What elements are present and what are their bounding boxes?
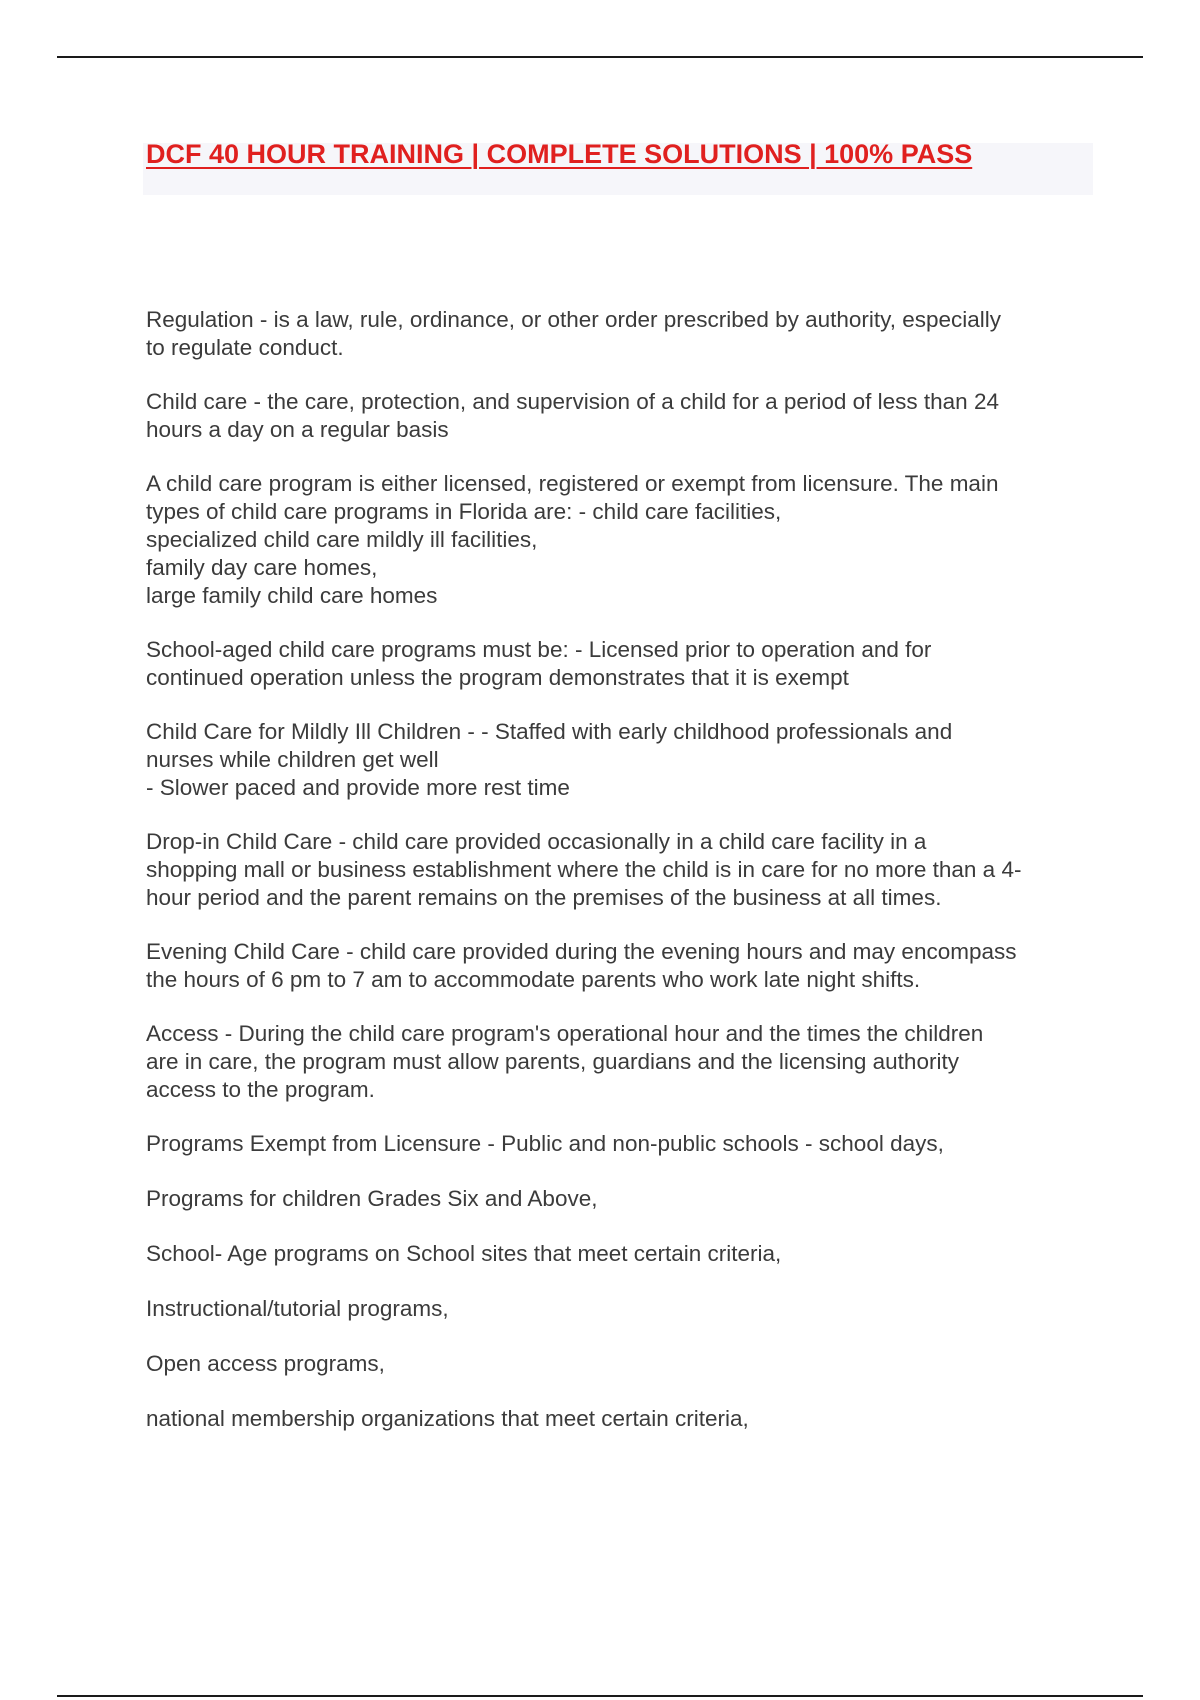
entry-school-aged	[146, 636, 1106, 692]
top-rule	[57, 56, 1143, 58]
entry-access	[146, 1020, 1106, 1104]
entry-line: Open access programs,	[146, 1351, 385, 1376]
bottom-rule	[57, 1695, 1143, 1697]
entry-line: are in care, the program must allow parents, guardians and the licensing authority	[146, 1049, 959, 1074]
entry-line: Child care - the care, protection, and supervision of a child for a period of less than 24	[146, 389, 999, 414]
entry-exempt	[146, 1130, 1106, 1158]
entry-line: continued operation unless the program demonstrates that it is exempt	[146, 665, 849, 690]
entry-line: types of child care programs in Florida are: - child care facilities,	[146, 499, 782, 524]
entry-line: hour period and the parent remains on the premises of the business at all times.	[146, 885, 942, 910]
entry-line: School- Age programs on School sites that meet certain criteria,	[146, 1241, 782, 1266]
entry-evening	[146, 938, 1106, 994]
entry-national-membership	[146, 1405, 1106, 1433]
document-title: DCF 40 HOUR TRAINING | COMPLETE SOLUTIONS | 100% PASS	[146, 139, 973, 169]
entry-regulation	[146, 306, 1106, 362]
entry-line: - Slower paced and provide more rest time	[146, 775, 570, 800]
entry-mildly-ill	[146, 718, 1106, 802]
document-body	[146, 306, 1106, 1460]
entry-program-types	[146, 470, 1106, 610]
entry-line: Instructional/tutorial programs,	[146, 1296, 449, 1321]
entry-instructional	[146, 1295, 1106, 1323]
entry-line: Access - During the child care program's operational hour and the times the children	[146, 1021, 984, 1046]
entry-line: Drop-in Child Care - child care provided occasionally in a child care facility in a	[146, 829, 927, 854]
entry-school-age-sites	[146, 1240, 1106, 1268]
entry-line: A child care program is either licensed, registered or exempt from licensure. The main	[146, 471, 999, 496]
entry-line: Regulation - is a law, rule, ordinance, or other order prescribed by authority, especially	[146, 307, 1002, 332]
entry-open-access	[146, 1350, 1106, 1378]
entry-line: to regulate conduct.	[146, 335, 344, 360]
entry-grades-six	[146, 1185, 1106, 1213]
entry-line: Programs for children Grades Six and Above,	[146, 1186, 598, 1211]
entry-child-care	[146, 388, 1106, 444]
entry-line: the hours of 6 pm to 7 am to accommodate parents who work late night shifts.	[146, 967, 921, 992]
entry-line: Child Care for Mildly Ill Children - - Staffed with early childhood professionals and	[146, 719, 953, 744]
entry-line: nurses while children get well	[146, 747, 439, 772]
entry-line: access to the program.	[146, 1077, 375, 1102]
entry-line: family day care homes,	[146, 555, 378, 580]
entry-line: specialized child care mildly ill facilities,	[146, 527, 538, 552]
entry-line: Evening Child Care - child care provided during the evening hours and may encompass	[146, 939, 1017, 964]
entry-line: large family child care homes	[146, 583, 438, 608]
entry-line: Programs Exempt from Licensure - Public and non-public schools - school days,	[146, 1131, 944, 1156]
entry-line: shopping mall or business establishment where the child is in care for no more than a 4-	[146, 857, 1022, 882]
entry-line: hours a day on a regular basis	[146, 417, 449, 442]
entry-drop-in	[146, 828, 1106, 912]
entry-line: School-aged child care programs must be: - Licensed prior to operation and for	[146, 637, 932, 662]
entry-line: national membership organizations that meet certain criteria,	[146, 1406, 749, 1431]
